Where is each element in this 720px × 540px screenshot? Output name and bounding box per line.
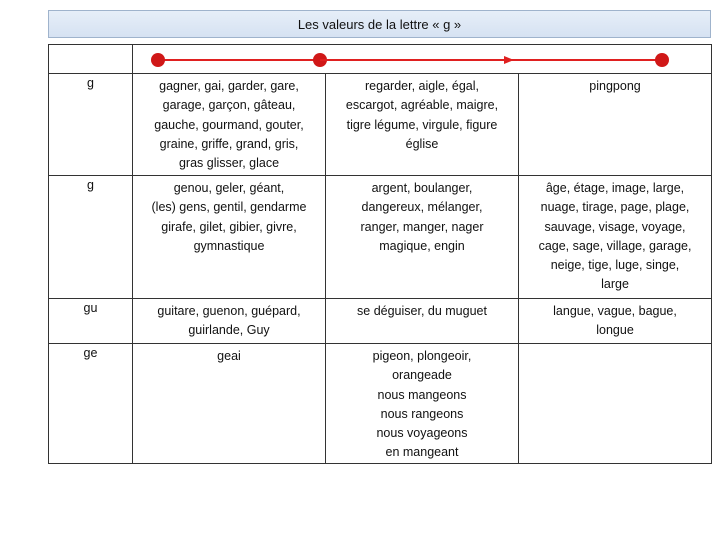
word-line: garage, garçon, gâteau, — [162, 98, 296, 113]
word-line: pigeon, plongeoir, — [372, 349, 472, 363]
letter-key: g — [49, 176, 133, 299]
word-line: guirlande, Guy — [188, 323, 270, 338]
word-line: neige, tige, luge, singe, — [550, 258, 680, 273]
letter-key: ge — [49, 344, 133, 464]
word-line: en mangeant — [385, 445, 459, 460]
word-line: genou, geler, géant, — [173, 181, 285, 195]
word-line: magique, engin — [379, 238, 465, 253]
letter-key: g — [49, 74, 133, 176]
arrow-end-dot — [655, 53, 669, 67]
word-line: nous rangeons — [380, 406, 464, 421]
arrow-start-dot — [151, 53, 165, 67]
word-line: regarder, aigle, égal, — [365, 79, 479, 93]
word-line: large — [601, 277, 629, 292]
word-line: langue, vague, bague, — [553, 304, 677, 318]
word-line: se déguiser, du muguet — [357, 304, 487, 318]
word-line: escargot, agréable, maigre, — [345, 98, 499, 113]
word-line: geai — [217, 349, 241, 363]
word-line: nuage, tirage, page, plage, — [540, 200, 690, 215]
word-line: nous voyageons — [376, 426, 468, 441]
word-line: gras glisser, glace — [178, 156, 280, 171]
word-line: orangeade — [392, 368, 452, 383]
word-line: guitare, guenon, guépard, — [157, 304, 301, 318]
word-line: cage, sage, village, garage, — [538, 238, 692, 253]
letter-key: gu — [49, 299, 133, 344]
word-line: pingpong — [589, 79, 641, 93]
word-line: dangereux, mélanger, — [361, 200, 483, 215]
word-line: gymnastique — [193, 238, 265, 253]
word-line: église — [405, 136, 439, 151]
word-line: girafe, gilet, gibier, givre, — [161, 219, 297, 234]
word-line: (les) gens, gentil, gendarme — [151, 200, 307, 215]
word-line: ranger, manger, nager — [360, 219, 484, 234]
word-line: sauvage, visage, voyage, — [544, 219, 686, 234]
word-line: longue — [596, 323, 634, 338]
word-line: tigre légume, virgule, figure — [346, 117, 498, 132]
page-title: Les valeurs de la lettre « g » — [297, 17, 462, 32]
word-line: graine, griffe, grand, gris, — [159, 136, 299, 151]
word-line: nous mangeons — [377, 387, 467, 402]
word-line: argent, boulanger, — [371, 181, 473, 195]
word-line: gagner, gai, garder, gare, — [159, 79, 299, 93]
word-line: âge, étage, image, large, — [545, 181, 685, 195]
word-line: gauche, gourmand, gouter, — [154, 117, 304, 132]
